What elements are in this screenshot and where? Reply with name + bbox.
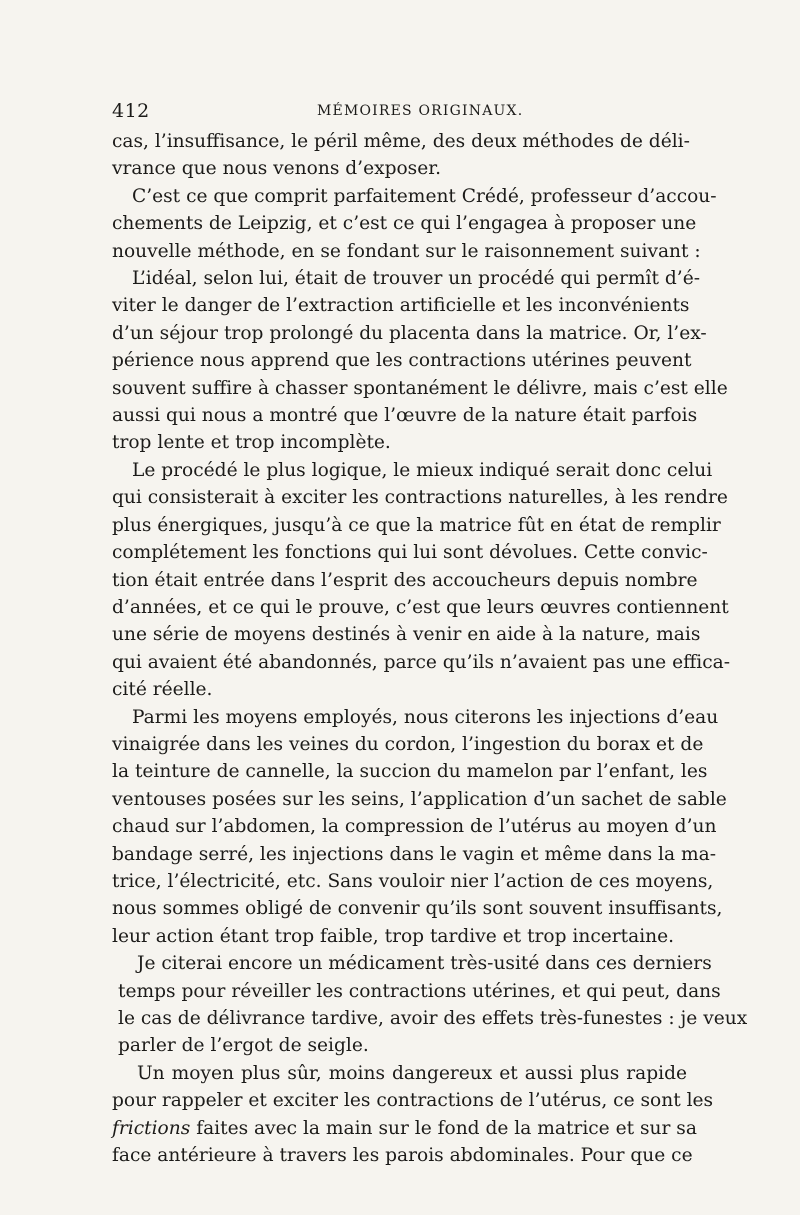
text-line: plus énergiques, jusqu’à ce que la matrice fût en état de remplir (112, 514, 721, 536)
text-line: vrance que nous venons d’exposer. (112, 158, 441, 180)
text-line: nous sommes obligé de convenir qu’ils sont souvent insuffisants, (112, 898, 723, 920)
text-line: qui consisterait à exciter les contractions naturelles, à les rendre (112, 487, 728, 509)
text-line: ventouses posées sur les seins, l’application d’un sachet de sable (112, 788, 727, 810)
text-line: viter le danger de l’extraction artificielle et les inconvénients (112, 295, 690, 317)
text-line: souvent suffire à chasser spontanément le délivre, mais c’est elle (112, 377, 728, 399)
page-header (112, 100, 712, 124)
text-line: aussi qui nous a montré que l’œuvre de la nature était parfois (112, 405, 698, 427)
text-line: Parmi les moyens employés, nous citerons les injections d’eau (132, 706, 719, 728)
text-line: chaud sur l’abdomen, la compression de l’utérus au moyen d’un (112, 816, 717, 838)
text-line: Un moyen plus sûr, moins dangereux et aussi plus rapide (137, 1062, 687, 1084)
text-line: vinaigrée dans les veines du cordon, l’ingestion du borax et de (112, 733, 704, 755)
text-line: bandage serré, les injections dans le vagin et même dans la ma- (112, 843, 716, 865)
text-line: pour rappeler et exciter les contractions de l’utérus, ce sont les (112, 1090, 714, 1112)
page-number: 412 (112, 100, 150, 122)
body-text (112, 128, 748, 1169)
text-line: qui avaient été abandonnés, parce qu’ils n’avaient pas une effica- (112, 651, 731, 673)
text-line: une série de moyens destinés à venir en aide à la nature, mais (112, 624, 701, 646)
text-line: Je citerai encore un médicament très-usité dans ces derniers (137, 953, 712, 975)
text-line: cité réelle. (112, 679, 213, 701)
text-line: trop lente et trop incomplète. (112, 432, 391, 454)
text-line: d’années, et ce qui le prouve, c’est que leurs œuvres contiennent (112, 596, 729, 618)
text-line: complétement les fonctions qui lui sont dévolues. Cette convic- (112, 542, 708, 564)
text-line: trice, l’électricité, etc. Sans vouloir nier l’action de ces moyens, (112, 870, 714, 892)
running-title: MÉMOIRES ORIGINAUX. (317, 103, 524, 119)
text-line: cas, l’insuffisance, le péril même, des deux méthodes de déli- (112, 131, 690, 152)
text-line-rest: faites avec la main sur le fond de la matrice et sur sa (196, 1117, 697, 1139)
text-line: parler de l’ergot de seigle. (118, 1035, 369, 1057)
text-line: temps pour réveiller les contractions utérines, et qui peut, dans (118, 980, 721, 1002)
text-line: C’est ce que comprit parfaitement Crédé, professeur d’accou- (132, 185, 717, 207)
text-line: nouvelle méthode, en se fondant sur le raisonnement suivant : (112, 240, 701, 262)
text-line: L’idéal, selon lui, était de trouver un procédé qui permît d’é- (132, 268, 700, 290)
text-line: d’un séjour trop prolongé du placenta dans la matrice. Or, l’ex- (112, 322, 707, 344)
text-line: chements de Leipzig, et c’est ce qui l’engagea à proposer une (112, 213, 697, 235)
text-line: face antérieure à travers les parois abdominales. Pour que ce (112, 1145, 693, 1167)
text-line-with-italic (112, 1115, 697, 1142)
text-line: le cas de délivrance tardive, avoir des effets très-funestes : je veux (118, 1008, 748, 1029)
text-line: Le procédé le plus logique, le mieux indiqué serait donc celui (132, 459, 713, 481)
text-line: la teinture de cannelle, la succion du mamelon par l’enfant, les (112, 761, 708, 783)
text-line: leur action étant trop faible, trop tardive et trop incertaine. (112, 925, 675, 947)
italic-word: frictions (112, 1117, 191, 1139)
text-line: tion était entrée dans l’esprit des accoucheurs depuis nombre (112, 569, 698, 591)
text-line: périence nous apprend que les contractions utérines peuvent (112, 350, 692, 372)
